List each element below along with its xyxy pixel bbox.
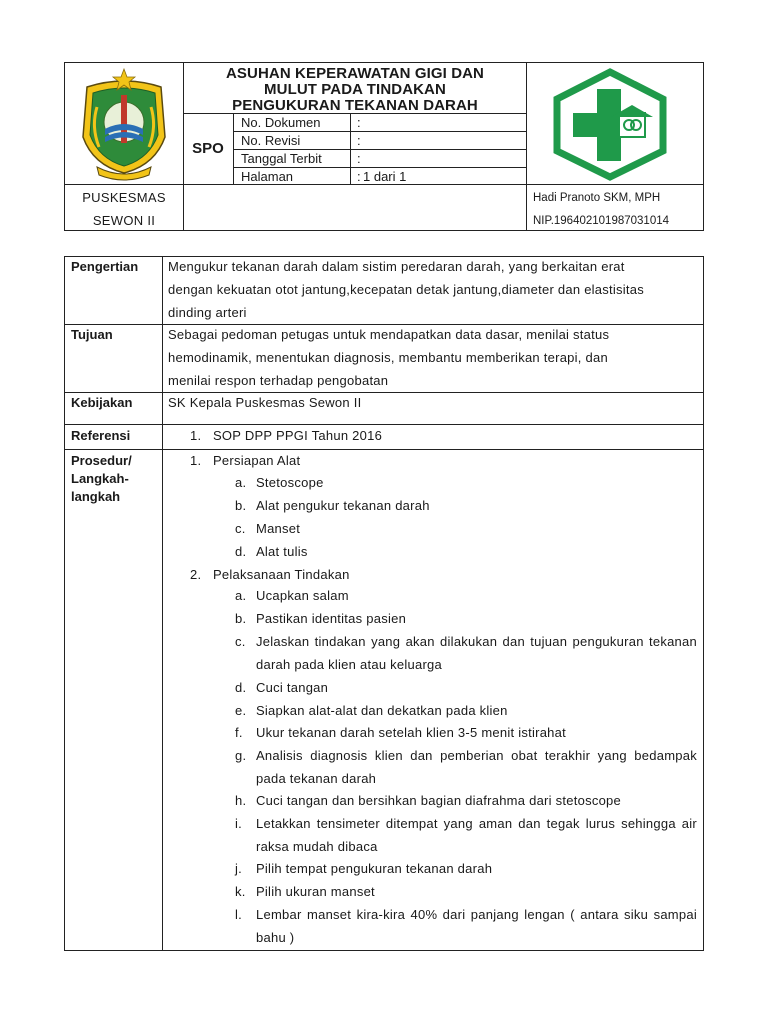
list-item [235,585,697,608]
item-number: 2. [190,567,202,582]
institution-name [65,184,183,231]
item-letter: e. [235,703,247,718]
list-item [235,790,697,813]
meta-colon: : [357,169,361,184]
text-line: dengan kekuatan otot jantung,kecepatan detak jantung,diameter dan elastisitas [168,282,645,297]
list-item [235,631,697,676]
label-line: Prosedur/ [71,453,132,468]
item-letter: c. [235,634,246,649]
divider [162,257,163,950]
divider [65,449,703,450]
item-letter: d. [235,544,247,559]
title-line: ASUHAN KEPERAWATAN GIGI DAN [226,65,484,82]
document-title [183,63,527,113]
item-text: Cuci tangan [256,680,329,695]
list-item [235,881,697,904]
item-text: Siapkan alat-alat dan dekatkan pada klien [256,703,508,718]
divider [65,424,703,425]
title-line: PENGUKURAN TEKANAN DARAH [232,97,478,114]
list-item [235,813,697,858]
item-letter: a. [235,588,247,603]
item-letter: a. [235,475,247,490]
meta-colon: : [357,133,361,148]
text-line: hemodinamik, menentukan diagnosis, membantu memberikan terapi, dan [168,350,608,365]
kebijakan-text: SK Kepala Puskesmas Sewon II [168,395,362,410]
item-text: Pastikan identitas pasien [256,611,407,626]
list-item [235,677,697,700]
section-heading [190,450,300,472]
item-letter: j. [235,861,242,876]
item-letter: b. [235,611,247,626]
title-line: MULUT PADA TINDAKAN [264,81,446,98]
item-text: Jelaskan tindakan yang akan dilakukan dan tujuan pengukuran tekanan darah pada klien atau keluarga [256,634,697,672]
meta-colon: : [357,151,361,166]
item-text: Ucapkan salam [256,588,349,603]
header-table [64,62,704,231]
item-letter: c. [235,521,246,536]
signatory-nip: NIP.196402101987031014 [533,215,670,227]
item-letter: i. [235,816,242,831]
item-letter: d. [235,680,247,695]
item-letter: f. [235,725,243,740]
list-item [235,700,697,723]
section-title: Persiapan Alat [213,453,301,468]
meta-colon: : [357,115,361,130]
item-text: Analisis diagnosis klien dan pemberian obat terakhir yang bedampak pada tekanan darah [256,748,697,786]
tujuan-text [168,323,698,392]
item-text: Alat pengukur tekanan darah [256,498,430,513]
puskesmas-green-cross-logo [551,67,669,181]
regency-crest-logo [75,67,173,181]
item-letter: g. [235,748,247,763]
list-item [235,858,697,881]
text-line: dinding arteri [168,305,247,320]
text-line: Sebagai pedoman petugas untuk mendapatkan data dasar, menilai status [168,327,610,342]
divider [350,113,351,184]
item-text: SOP DPP PPGI Tahun 2016 [213,428,383,443]
signatory-name: Hadi Pranoto SKM, MPH [533,192,661,204]
referensi-item [190,425,382,447]
meta-label-tanggal-terbit: Tanggal Terbit [241,151,322,166]
item-letter: l. [235,907,242,922]
item-text: Pilih tempat pengukuran tekanan darah [256,861,493,876]
spo-label: SPO [192,140,224,157]
item-letter: h. [235,793,247,808]
list-item [235,608,697,631]
list-item [235,495,697,518]
institution-line: SEWON II [92,213,156,228]
meta-label-no-revisi: No. Revisi [241,133,301,148]
item-number: 1. [190,428,202,443]
row-label-prosedur [71,452,132,506]
pengertian-text [168,255,698,324]
item-text: Lembar manset kira-kira 40% dari panjang lengan ( antara siku sampai bahu ) [256,907,697,945]
row-label-pengertian: Pengertian [71,259,139,274]
item-text: Letakkan tensimeter ditempat yang aman dan tegak lurus sehingga air raksa mudah dibaca [256,816,697,854]
item-text: Cuci tangan dan bersihkan bagian diafrahma dari stetoscope [256,793,622,808]
meta-label-no-dokumen: No. Dokumen [241,115,321,130]
item-text: Manset [256,521,301,536]
list-item [235,472,697,495]
text-line: Mengukur tekanan darah dalam sistim peredaran darah, yang berkaitan erat [168,259,625,274]
label-line: langkah [71,489,121,504]
label-line: Langkah- [71,471,129,486]
list-item [235,904,697,949]
section-heading [190,564,350,586]
text-line: menilai respon terhadap pengobatan [168,373,389,388]
item-number: 1. [190,453,202,468]
item-letter: k. [235,884,246,899]
row-label-referensi: Referensi [71,428,131,443]
item-letter: b. [235,498,247,513]
item-text: Alat tulis [256,544,308,559]
signatory-block [533,184,705,231]
row-label-kebijakan: Kebijakan [71,395,133,410]
list-item [235,541,697,564]
row-label-tujuan: Tujuan [71,327,113,342]
procedure-table [64,256,704,951]
item-text: Pilih ukuran manset [256,884,375,899]
section-title: Pelaksanaan Tindakan [213,567,350,582]
item-text: Stetoscope [256,475,324,490]
meta-label-halaman: Halaman [241,169,294,184]
institution-line: PUSKESMAS [82,190,166,205]
list-item [235,722,697,745]
meta-value-halaman: 1 dari 1 [363,169,407,184]
item-text: Ukur tekanan darah setelah klien 3-5 menit istirahat [256,725,566,740]
list-item [235,518,697,541]
list-item [235,745,697,790]
